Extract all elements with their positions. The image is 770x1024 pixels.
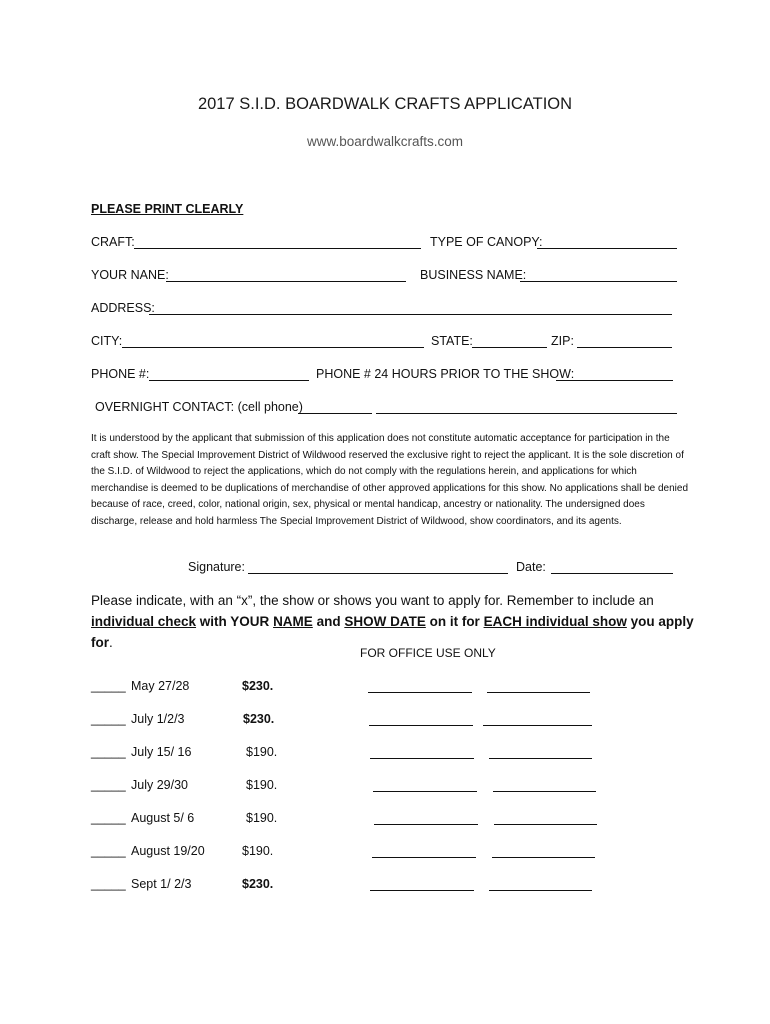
website-link[interactable]: www.boardwalkcrafts.com [306, 134, 464, 149]
date-label: Date: [516, 560, 546, 574]
date-field[interactable] [551, 573, 673, 574]
office-field-b [489, 890, 592, 891]
office-field-b [487, 692, 590, 693]
office-field-a [369, 725, 473, 726]
show-date: July 15/ 16 [131, 745, 192, 759]
zip-field[interactable] [577, 347, 672, 348]
overnight-label: OVERNIGHT CONTACT: (cell phone) [95, 400, 303, 414]
zip-label: ZIP: [551, 334, 574, 348]
office-field-b [489, 758, 592, 759]
show-date: May 27/28 [131, 679, 190, 693]
office-field-b [494, 824, 597, 825]
phone24-field[interactable] [556, 380, 673, 381]
your-name-field[interactable] [166, 281, 406, 282]
signature-field[interactable] [248, 573, 508, 574]
office-field-b [493, 791, 596, 792]
phone24-label: PHONE # 24 HOURS PRIOR TO THE SHOW: [316, 367, 575, 381]
show-checkbox-blank[interactable]: _____ [91, 778, 126, 792]
office-field-b [483, 725, 592, 726]
instructions: Please indicate, with an “x”, the show or shows you want to apply for. Remember to include an individual check with YOUR NAME and SHOW DATE on it for EACH individual show you apply for. [91, 593, 694, 650]
office-field-b [492, 857, 595, 858]
office-field-a [373, 791, 477, 792]
office-field-a [370, 890, 474, 891]
show-price: $190. [246, 811, 278, 825]
show-date: July 29/30 [131, 778, 188, 792]
business-name-label: BUSINESS NAME: [420, 268, 527, 282]
show-date: August 5/ 6 [131, 811, 195, 825]
show-checkbox-blank[interactable]: _____ [91, 877, 126, 891]
city-field[interactable] [122, 347, 424, 348]
signature-label: Signature: [188, 560, 245, 574]
state-field[interactable] [472, 347, 547, 348]
business-name-field[interactable] [520, 281, 677, 282]
office-use-label: FOR OFFICE USE ONLY [360, 646, 496, 660]
office-field-a [368, 692, 472, 693]
page-title: 2017 S.I.D. BOARDWALK CRAFTS APPLICATION [197, 95, 573, 113]
show-checkbox-blank[interactable]: _____ [91, 679, 126, 693]
disclaimer-paragraph: It is understood by the applicant that submission of this application does not constitute automatic acceptance for participation in the craft show. The Special Improvement District of Wildwood reserved the exclusive right to reject the applicant. It is the sole discretion of the S.I.D. of Wildwood to reject the applications, which do not comply with the regulations herein, and applications for which merchandise is deemed to be duplications of merchandise of other approved applications for this show. No applications shall be denied because of race, creed, color, national origin, sex, physical or mental handicap, ancestry or nationality. The undersigned does discharge, release and hold harmless The Special Improvement District of Wildwood, show coordinators, and its agents. [91, 433, 689, 527]
print-clearly-heading: PLEASE PRINT CLEARLY [91, 202, 244, 216]
phone-field[interactable] [149, 380, 309, 381]
your-name-label: YOUR NANE: [91, 268, 169, 282]
show-checkbox-blank[interactable]: _____ [91, 745, 126, 759]
city-label: CITY: [91, 334, 123, 348]
overnight-field-2[interactable] [376, 413, 677, 414]
show-date: August 19/20 [131, 844, 205, 858]
overnight-field-1[interactable] [298, 413, 372, 414]
address-label: ADDRESS: [91, 301, 155, 315]
show-price: $190. [242, 844, 274, 858]
office-field-a [370, 758, 474, 759]
craft-label: CRAFT: [91, 235, 135, 249]
show-date: Sept 1/ 2/3 [131, 877, 192, 891]
show-price: $190. [246, 745, 278, 759]
show-checkbox-blank[interactable]: _____ [91, 844, 126, 858]
show-price: $230. [242, 877, 274, 891]
show-checkbox-blank[interactable]: _____ [91, 811, 126, 825]
canopy-field[interactable] [537, 248, 677, 249]
phone-label: PHONE #: [91, 367, 150, 381]
show-date: July 1/2/3 [131, 712, 185, 726]
office-field-a [374, 824, 478, 825]
show-price: $190. [246, 778, 278, 792]
show-price: $230. [243, 712, 275, 726]
show-price: $230. [242, 679, 274, 693]
craft-field[interactable] [134, 248, 421, 249]
show-checkbox-blank[interactable]: _____ [91, 712, 126, 726]
office-field-a [372, 857, 476, 858]
canopy-label: TYPE OF CANOPY: [430, 235, 543, 249]
state-label: STATE: [431, 334, 473, 348]
address-field[interactable] [149, 314, 672, 315]
